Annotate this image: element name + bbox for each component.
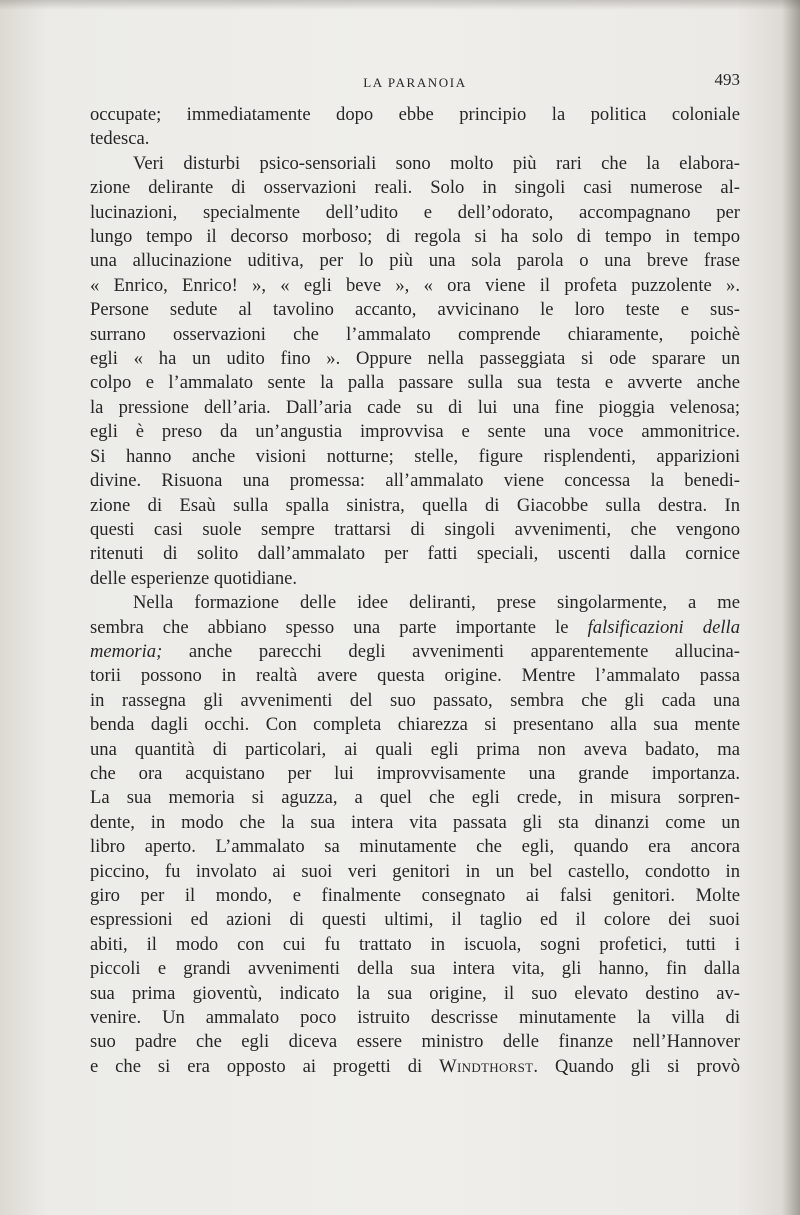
text-line: in rassegna gli avvenimenti del suo passato, sembra che gli cada una bbox=[90, 689, 740, 711]
text-line: questi casi suole sempre trattarsi di singoli avvenimenti, che vengono bbox=[90, 518, 740, 540]
text-line: La sua memoria si aguzza, a quel che egli crede, in misura sorpren- bbox=[90, 787, 740, 809]
text-line: zione di Esaù sulla spalla sinistra, quella di Giacobbe sulla destra. In bbox=[90, 494, 740, 516]
italic-term: memoria; bbox=[90, 640, 163, 662]
text-line: piccoli e grandi avvenimenti della sua intera vita, gli hanno, fin dalla bbox=[90, 958, 740, 980]
text-line bbox=[90, 640, 740, 664]
text-line: occupate; immediatamente dopo ebbe principio la politica coloniale bbox=[90, 104, 740, 125]
text-line: libro aperto. L’ammalato sa minutamente che egli, quando era ancora bbox=[90, 836, 740, 858]
page-header bbox=[90, 72, 740, 94]
text-line: sua prima gioventù, indicato la sua origine, il suo elevato destino av- bbox=[90, 982, 740, 1004]
text-line: divine. Risuona una promessa: all’ammalato viene concessa la benedi- bbox=[90, 470, 740, 492]
text-line: una quantità di particolari, ai quali egli prima non aveva badato, ma bbox=[90, 738, 740, 760]
text-line: venire. Un ammalato poco istruito descrisse minutamente la villa di bbox=[90, 1007, 740, 1029]
running-title: LA PARANOIA bbox=[363, 75, 467, 90]
text-line: egli è preso da un’angustia improvvisa e sente una voce ammonitrice. bbox=[90, 421, 740, 443]
text-line bbox=[90, 1055, 740, 1079]
text-run: sembra che abbiano spesso una parte importante le bbox=[90, 616, 588, 638]
text-run: anche parecchi degli avvenimenti apparentemente allucina- bbox=[162, 640, 740, 662]
text-line: delle esperienze quotidiane. bbox=[90, 567, 298, 589]
text-line: Persone sedute al tavolino accanto, avvicinano le loro teste e sus- bbox=[90, 299, 740, 321]
small-caps-name: Windthorst bbox=[439, 1055, 534, 1077]
text-line: torii possono in realtà avere questa origine. Mentre l’ammalato passa bbox=[90, 665, 740, 687]
page-gutter-shadow bbox=[782, 0, 800, 1215]
text-run: e che si era opposto ai progetti di bbox=[90, 1055, 440, 1077]
text-line: benda dagli occhi. Con completa chiarezza si presentano alla sua mente bbox=[90, 714, 740, 736]
text-line: abiti, il modo con cui fu trattato in iscuola, sogni profetici, tutti i bbox=[90, 933, 740, 955]
text-line: colpo e l’ammalato sente la palla passare sulla sua testa e avverte anche bbox=[90, 372, 740, 394]
text-line: giro per il mondo, e finalmente consegnato ai falsi genitori. Molte bbox=[90, 885, 740, 906]
text-line: lungo tempo il decorso morboso; di regola si ha solo di tempo in tempo bbox=[90, 226, 740, 248]
page-top-shadow bbox=[0, 0, 800, 10]
text-run: . Quando gli si provò bbox=[533, 1055, 740, 1077]
text-line: egli « ha un udito fino ». Oppure nella passeggiata si ode sparare un bbox=[90, 348, 740, 370]
text-line: Veri disturbi psico-sensoriali sono molto più rari che la elabora- bbox=[133, 152, 740, 174]
text-line: che ora acquistano per lui improvvisamente una grande importanza. bbox=[90, 762, 740, 784]
italic-term: falsificazioni della bbox=[587, 616, 740, 638]
text-line: « Enrico, Enrico! », « egli beve », « ora viene il profeta puzzolente ». bbox=[90, 274, 740, 296]
text-line: una allucinazione uditiva, per lo più una sola parola o una breve frase bbox=[90, 250, 740, 272]
text-line: dente, in modo che la sua intera vita passata gli sta dinanzi come un bbox=[90, 811, 740, 833]
text-line: tedesca. bbox=[90, 128, 150, 150]
page-number: 493 bbox=[714, 70, 740, 89]
text-line: Si hanno anche visioni notturne; stelle, figure risplendenti, apparizioni bbox=[90, 445, 740, 467]
body-text bbox=[90, 103, 740, 1079]
text-line: la pressione dell’aria. Dall’aria cade su di lui una fine pioggia velenosa; bbox=[90, 396, 740, 418]
text-line: surrano osservazioni che l’ammalato comprende chiaramente, poichè bbox=[90, 323, 740, 345]
text-line bbox=[90, 616, 740, 640]
text-line: piccino, fu involato ai suoi veri genitori in un bel castello, condotto in bbox=[90, 860, 740, 882]
text-line: espressioni ed azioni di questi ultimi, il taglio ed il colore dei suoi bbox=[90, 909, 740, 931]
text-line: zione delirante di osservazioni reali. Solo in singoli casi numerose al- bbox=[90, 177, 740, 199]
text-line: lucinazioni, specialmente dell’udito e dell’odorato, accompagnano per bbox=[90, 201, 740, 223]
text-line: Nella formazione delle idee deliranti, prese singolarmente, a me bbox=[133, 592, 740, 614]
text-line: ritenuti di solito dall’ammalato per fatti speciali, uscenti dalla cornice bbox=[90, 543, 740, 565]
text-line: suo padre che egli diceva essere ministro delle finanze nell’Hannover bbox=[90, 1031, 740, 1053]
